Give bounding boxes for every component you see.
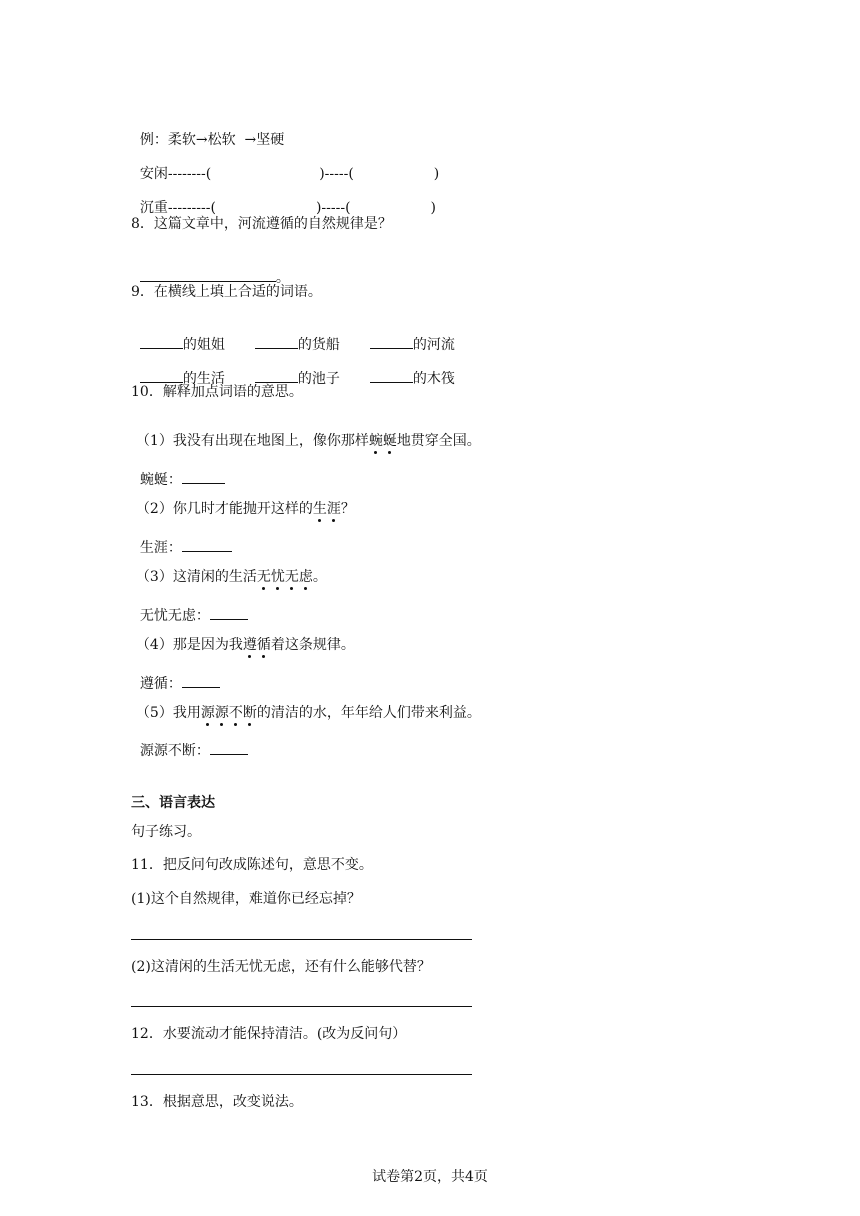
fill-item: 的货船 [297, 337, 340, 353]
emphasis-char: 无 [256, 569, 271, 585]
sub-question-3 [127, 550, 327, 586]
label-text: 源源不断： [139, 743, 210, 759]
question-8: 8．这篇文章中，河流遵循的自然规律是？ [131, 216, 392, 232]
question-10: 10．解释加点词语的意思。 [131, 384, 303, 400]
question-11: 11．把反问句改成陈述句，意思不变。 [131, 857, 373, 873]
label-text: 遵循： [139, 676, 182, 692]
fill-row-1 [131, 316, 455, 354]
answer-blank[interactable] [140, 267, 276, 282]
answer-blank[interactable] [140, 368, 183, 383]
row-dashes: )-----( [319, 166, 354, 182]
fill-item: 的池子 [297, 371, 340, 387]
example-word-1: 柔软 [167, 132, 196, 148]
answer-blank[interactable] [255, 334, 298, 349]
page-footer: 试卷第2页，共4页 [372, 1169, 488, 1185]
row-end: ) [430, 200, 436, 216]
example-word-3: →坚硬 [244, 132, 285, 148]
dotted-word [201, 705, 257, 721]
sub-text: （4）那是因为我 [135, 637, 243, 653]
answer-line[interactable] [131, 939, 472, 940]
answer-blank[interactable] [140, 334, 183, 349]
emphasis-char: 循 [256, 637, 271, 653]
question-13: 13．根据意思，改变说法。 [131, 1094, 303, 1110]
emphasis-char: 蜿 [368, 433, 383, 449]
question-11-sentence-2: (2)这清闲的生活无忧无虑，还有什么能够代替？ [131, 959, 431, 975]
period: 。 [275, 270, 290, 286]
sub-text: 地贯穿全国。 [396, 433, 481, 449]
question-12: 12．水要流动才能保持清洁。(改为反问句） [131, 1026, 407, 1042]
question-11-sentence-1: (1)这个自然规律，难道你已经忘掉？ [131, 891, 361, 907]
row-dashes: )-----( [315, 200, 351, 216]
label-text: 生涯： [139, 540, 182, 556]
answer-blank[interactable] [255, 368, 298, 383]
row-dashes: ---------( [167, 200, 216, 216]
fill-item: 的河流 [412, 337, 455, 353]
sub-text: （5）我用 [135, 705, 201, 721]
section-subtitle: 句子练习。 [131, 824, 201, 840]
row-word: 安闲 [139, 166, 168, 182]
sub-text: （2）你几时才能抛开这样的 [135, 501, 313, 517]
answer-line[interactable] [131, 1074, 472, 1075]
sub-question-5 [127, 686, 481, 722]
label-text: 无忧无虑： [139, 608, 210, 624]
sub-text: 着这条规律。 [270, 637, 355, 653]
emphasis-char: 无 [284, 569, 299, 585]
example-prefix: 例： [139, 132, 168, 148]
emphasis-char: 源 [200, 705, 215, 721]
sub-text: （1）我没有出现在地图上，像你那样 [135, 433, 369, 449]
dotted-word [243, 637, 271, 653]
emphasis-char: 不 [228, 705, 243, 721]
example-word-2: 松软 [207, 132, 236, 148]
answer-line[interactable] [131, 1006, 472, 1007]
emphasis-char: 虑 [298, 569, 313, 585]
sub-question-4 [127, 618, 355, 654]
emphasis-char: 源 [214, 705, 229, 721]
row-end: ) [433, 166, 440, 182]
row-dashes: --------( [167, 166, 212, 182]
answer-label-5 [131, 722, 248, 760]
question-9: 9．在横线上填上合适的词语。 [131, 284, 322, 300]
fill-item: 的生活 [182, 371, 225, 387]
emphasis-char: 生 [312, 501, 327, 517]
answer-blank[interactable] [370, 334, 413, 349]
dotted-word [257, 569, 313, 585]
arrow-icon: → [195, 132, 208, 148]
label-text: 蜿蜒： [139, 472, 182, 488]
answer-blank[interactable] [370, 368, 413, 383]
section-title: 三、语言表达 [131, 795, 215, 811]
word-row-1 [131, 147, 439, 183]
emphasis-char: 断 [242, 705, 257, 721]
sub-question-1 [127, 414, 481, 450]
word-row-2 [131, 181, 436, 217]
emphasis-char: 蜒 [382, 433, 397, 449]
row-word: 沉重 [139, 200, 168, 216]
sub-text: 。 [312, 569, 327, 585]
dotted-word [313, 501, 341, 517]
sub-text: （3）这清闲的生活 [135, 569, 257, 585]
sub-text: ？ [340, 501, 355, 517]
emphasis-char: 忧 [270, 569, 285, 585]
sub-text: 的清洁的水，年年给人们带来利益。 [256, 705, 481, 721]
emphasis-char: 遵 [242, 637, 257, 653]
answer-blank[interactable] [210, 740, 248, 755]
sub-question-2 [127, 482, 355, 518]
fill-item: 的木筏 [412, 371, 455, 387]
dotted-word [369, 433, 397, 449]
fill-item: 的姐姐 [182, 337, 225, 353]
example-line [131, 113, 284, 149]
question-8-answer [131, 249, 290, 287]
emphasis-char: 涯 [326, 501, 341, 517]
